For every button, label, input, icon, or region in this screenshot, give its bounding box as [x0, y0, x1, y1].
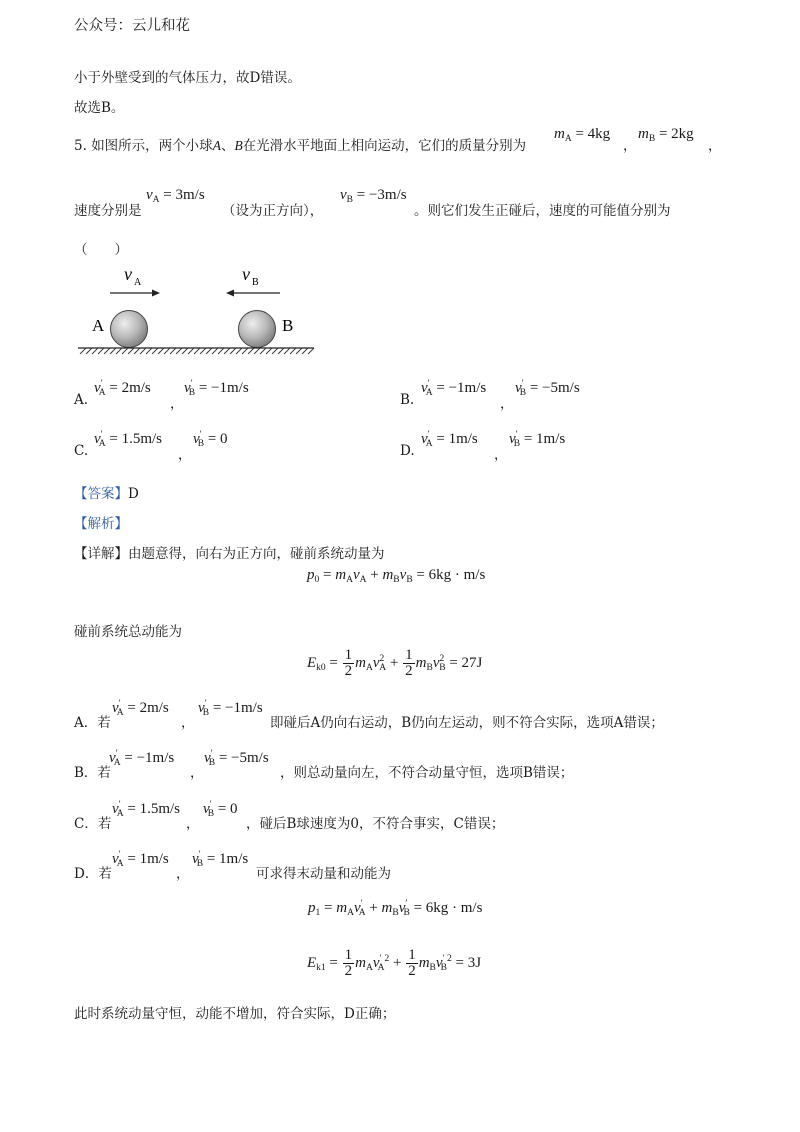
stem-line-2-prefix: 速度分别是	[74, 203, 142, 219]
detail-b-va: $v'_A = -1m/s$	[109, 749, 175, 768]
stem-line-2-suffix: 。则它们发生正碰后，速度的可能值分别为	[414, 203, 671, 219]
detail-d-comma: ，	[176, 866, 190, 882]
stem-line-2-mid: （设为正方向），	[222, 203, 324, 219]
option-b-va: $v'_A = -1m/s$	[421, 379, 487, 398]
option-d-vb: $v'_B = 1m/s$	[509, 430, 566, 449]
detail-d-va: $v'_A = 1m/s$	[112, 850, 169, 869]
detail-a-prefix: A．若	[74, 715, 111, 731]
vb-label: v	[242, 264, 250, 284]
detail-intro-text: 由题意得，向右为正方向，碰前系统动量为	[128, 546, 385, 562]
va-sub: A	[134, 277, 142, 288]
ball-a-label: A	[92, 316, 105, 335]
ground-hatch	[80, 348, 314, 354]
stem-dun: 、	[220, 138, 235, 154]
detail-b-vb: $v'_B = -5m/s$	[204, 749, 269, 768]
option-a-comma: ，	[170, 396, 184, 412]
header-account: 公众号：云儿和花	[74, 18, 190, 34]
detail-b-text: ，则总动量向左，不符合动量守恒，选项B错误；	[280, 765, 574, 781]
answer-line	[74, 482, 139, 502]
detail-a-va: $v'_A = 2m/s$	[112, 699, 169, 718]
detail-c-comma: ，	[186, 816, 200, 832]
stem-text-1: 如图所示，两个小球	[91, 138, 213, 154]
equation-p0: $p_0 = m_Av_A + m_Bv_B = 6kg \cdot m/s$	[307, 567, 486, 585]
velocity-b: $v_B = -3m/s$	[340, 187, 407, 205]
arrow-right-icon	[152, 290, 160, 297]
detail-b-prefix: B．若	[74, 765, 111, 781]
option-b-comma: ，	[500, 396, 514, 412]
ball-a-ref: A	[212, 138, 221, 153]
va-label: v	[124, 264, 132, 284]
option-a-label: A.	[74, 392, 89, 408]
detail-d-vb: $v'_B = 1m/s$	[192, 850, 249, 869]
option-c-va: $v'_A = 1.5m/s$	[94, 430, 163, 449]
option-b-vb: $v'_B = -5m/s$	[515, 379, 580, 398]
answer-value: D	[128, 486, 139, 502]
question-stem-line-1	[74, 134, 526, 154]
conclusion: 此时系统动量守恒，动能不增加，符合实际，D正确；	[74, 1006, 396, 1022]
stem-text-2: 在光滑水平地面上相向运动，它们的质量分别为	[242, 138, 527, 154]
detail-c-text: ，碰后B球速度为0，不符合事实，C错误；	[246, 816, 505, 832]
sep-1: ，	[623, 138, 637, 154]
detail-c-va: $v'_A = 1.5m/s$	[112, 800, 181, 819]
option-d-comma: ，	[494, 447, 508, 463]
detail-a-comma: ，	[181, 715, 195, 731]
detail-a-vb: $v'_B = -1m/s$	[198, 699, 263, 718]
detail-d-prefix: D．若	[74, 866, 112, 882]
ball-a	[111, 311, 148, 348]
option-c-vb: $v'_B = 0$	[193, 430, 228, 449]
question-number: 5.	[74, 138, 87, 154]
option-d-va: $v'_A = 1m/s$	[421, 430, 478, 449]
option-a-va: $v'_A = 2m/s$	[94, 379, 151, 398]
velocity-a: $v_A = 3m/s$	[146, 187, 205, 205]
ball-b-ref: B	[234, 138, 243, 153]
equation-ek0: $E_{k0}$ = $\frac{1}{2}$ $m_Av^2_A$ + $\frac{1}{2}$ $m_Bv^2_B = 27J$	[307, 647, 483, 679]
ball-b-label: B	[282, 316, 294, 335]
option-d-label: D.	[400, 443, 415, 459]
detail-a-text: 即碰后A仍向右运动，B仍向左运动，则不符合实际，选项A错误；	[270, 715, 664, 731]
mass-a: $m_A = 4kg$	[554, 126, 611, 144]
detail-d-text: 可求得末动量和动能为	[256, 866, 391, 882]
prev-line-1: 小于外壁受到的气体压力，故D错误。	[74, 70, 301, 86]
prev-line-2: 故选B。	[74, 100, 125, 116]
mass-b: $m_B = 2kg$	[638, 126, 694, 144]
detail-c-prefix: C．若	[74, 816, 112, 832]
collision-diagram	[74, 258, 324, 358]
answer-blank: （ ）	[74, 242, 128, 258]
equation-ek1: $E_{k1}$ = $\frac{1}{2}$ $m_Av'_A^2$ + $\frac{1}{2}$ $m_Bv'_B^2 = 3J$	[307, 947, 482, 979]
option-a-vb: $v'_B = -1m/s$	[184, 379, 249, 398]
vb-sub: B	[252, 277, 259, 288]
option-b-label: B.	[400, 392, 415, 408]
detail-c-vb: $v'_B = 0$	[203, 800, 238, 819]
analysis-label: 【解析】	[74, 516, 128, 532]
collision-figure	[74, 258, 324, 358]
answer-label: 【答案】	[74, 486, 128, 502]
ball-b	[239, 311, 276, 348]
detail-label: 【详解】	[74, 546, 128, 562]
arrow-left-icon	[226, 290, 234, 297]
option-c-label: C.	[74, 443, 89, 459]
equation-p1: $p_1 = m_Av'_A + m_Bv'_B = 6kg \cdot m/s$	[308, 899, 483, 918]
sep-2: ，	[708, 138, 722, 154]
option-c-comma: ，	[178, 447, 192, 463]
detail-intro	[74, 542, 385, 562]
ke-intro: 碰前系统总动能为	[74, 624, 182, 640]
detail-b-comma: ，	[190, 765, 204, 781]
